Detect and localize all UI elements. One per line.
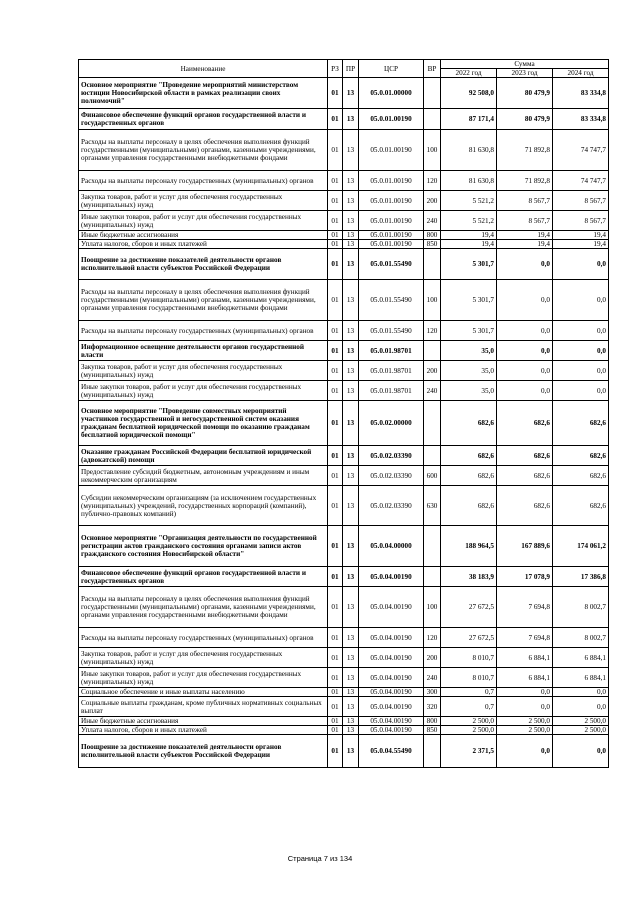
row-vr-cell <box>424 401 441 446</box>
row-2024-cell: 19,4 <box>553 240 609 249</box>
row-2024-cell: 2 500,0 <box>553 726 609 735</box>
row-csr-cell: 05.0.01.55490 <box>359 280 424 321</box>
row-vr-cell: 630 <box>424 486 441 526</box>
row-2023-cell: 0,0 <box>497 688 553 697</box>
table-header-row <box>79 60 609 69</box>
row-pr-cell: 13 <box>343 280 359 321</box>
row-2022-cell: 0,7 <box>441 697 497 717</box>
row-2024-cell: 0,0 <box>553 697 609 717</box>
row-pr-cell: 13 <box>343 486 359 526</box>
row-csr-cell: 05.0.04.00190 <box>359 648 424 668</box>
row-csr-cell: 05.0.04.00000 <box>359 526 424 567</box>
row-csr-cell: 05.0.04.00190 <box>359 688 424 697</box>
row-csr-cell: 05.0.02.03390 <box>359 446 424 466</box>
row-2022-cell: 35,0 <box>441 381 497 401</box>
row-vr-cell: 600 <box>424 466 441 486</box>
row-2022-cell: 19,4 <box>441 240 497 249</box>
header-csr: ЦСР <box>359 60 424 78</box>
row-2022-cell: 682,6 <box>441 401 497 446</box>
table-row <box>79 526 609 567</box>
row-2023-cell: 682,6 <box>497 486 553 526</box>
row-2023-cell: 682,6 <box>497 401 553 446</box>
row-vr-cell: 120 <box>424 628 441 648</box>
row-rz-cell: 01 <box>328 249 343 280</box>
row-2022-cell: 81 630,8 <box>441 171 497 191</box>
row-rz-cell: 01 <box>328 401 343 446</box>
row-pr-cell: 13 <box>343 130 359 171</box>
row-name-cell: Информационное освещение деятельности органов государственной власти <box>79 341 328 361</box>
row-2023-cell: 8 567,7 <box>497 191 553 211</box>
row-rz-cell: 01 <box>328 240 343 249</box>
row-2024-cell: 174 061,2 <box>553 526 609 567</box>
row-2022-cell: 87 171,4 <box>441 109 497 130</box>
table-body <box>79 78 609 768</box>
row-pr-cell: 13 <box>343 109 359 130</box>
row-2023-cell: 6 884,1 <box>497 648 553 668</box>
row-csr-cell: 05.0.01.55490 <box>359 249 424 280</box>
header-year-2024: 2024 год <box>553 69 609 78</box>
header-rz: РЗ <box>328 60 343 78</box>
row-2024-cell: 0,0 <box>553 280 609 321</box>
row-rz-cell: 01 <box>328 211 343 231</box>
row-rz-cell: 01 <box>328 735 343 768</box>
row-name-cell: Основное мероприятие "Проведение мероприятий министерством юстиции Новосибирской области в рамках реализации своих полномочий" <box>79 78 328 109</box>
row-rz-cell: 01 <box>328 697 343 717</box>
row-2022-cell: 8 010,7 <box>441 668 497 688</box>
row-pr-cell: 13 <box>343 697 359 717</box>
row-rz-cell: 01 <box>328 648 343 668</box>
row-pr-cell: 13 <box>343 688 359 697</box>
table-row <box>79 717 609 726</box>
row-pr-cell: 13 <box>343 587 359 628</box>
table-row <box>79 628 609 648</box>
table-row <box>79 361 609 381</box>
row-2022-cell: 81 630,8 <box>441 130 497 171</box>
header-vr: ВР <box>424 60 441 78</box>
row-pr-cell: 13 <box>343 526 359 567</box>
table-row <box>79 486 609 526</box>
row-2022-cell: 2 500,0 <box>441 717 497 726</box>
row-2022-cell: 5 301,7 <box>441 321 497 341</box>
row-2022-cell: 27 672,5 <box>441 587 497 628</box>
row-rz-cell: 01 <box>328 171 343 191</box>
row-vr-cell: 300 <box>424 688 441 697</box>
row-2022-cell: 682,6 <box>441 486 497 526</box>
row-name-cell: Расходы на выплаты персоналу в целях обеспечения выполнения функций государственными (муниципальными) органами, казенными учреждениями, органами управления государственными внебюджетными фондами <box>79 587 328 628</box>
row-vr-cell <box>424 109 441 130</box>
row-name-cell: Иные бюджетные ассигнования <box>79 717 328 726</box>
row-name-cell: Социальное обеспечение и иные выплаты населению <box>79 688 328 697</box>
row-csr-cell: 05.0.01.00190 <box>359 231 424 240</box>
row-pr-cell: 13 <box>343 211 359 231</box>
row-rz-cell: 01 <box>328 381 343 401</box>
table-row <box>79 280 609 321</box>
row-2022-cell: 92 508,0 <box>441 78 497 109</box>
row-2024-cell: 0,0 <box>553 381 609 401</box>
row-csr-cell: 05.0.01.00190 <box>359 191 424 211</box>
row-rz-cell: 01 <box>328 688 343 697</box>
header-year-2023: 2023 год <box>497 69 553 78</box>
row-csr-cell: 05.0.01.98701 <box>359 361 424 381</box>
row-2024-cell: 0,0 <box>553 688 609 697</box>
row-vr-cell <box>424 526 441 567</box>
row-2024-cell: 83 334,8 <box>553 78 609 109</box>
table-row <box>79 587 609 628</box>
row-vr-cell <box>424 567 441 587</box>
row-csr-cell: 05.0.01.98701 <box>359 381 424 401</box>
row-pr-cell: 13 <box>343 321 359 341</box>
row-rz-cell: 01 <box>328 109 343 130</box>
row-rz-cell: 01 <box>328 486 343 526</box>
row-name-cell: Закупка товаров, работ и услуг для обеспечения государственных (муниципальных) нужд <box>79 648 328 668</box>
table-row <box>79 381 609 401</box>
row-2024-cell: 8 567,7 <box>553 191 609 211</box>
row-vr-cell: 200 <box>424 648 441 668</box>
row-2022-cell: 27 672,5 <box>441 628 497 648</box>
row-vr-cell: 120 <box>424 321 441 341</box>
table-row <box>79 191 609 211</box>
row-csr-cell: 05.0.02.03390 <box>359 486 424 526</box>
row-name-cell: Расходы на выплаты персоналу государственных (муниципальных) органов <box>79 171 328 191</box>
row-2024-cell: 0,0 <box>553 735 609 768</box>
row-2022-cell: 0,7 <box>441 688 497 697</box>
table-row <box>79 567 609 587</box>
row-vr-cell: 850 <box>424 240 441 249</box>
table-row <box>79 446 609 466</box>
row-csr-cell: 05.0.01.00190 <box>359 240 424 249</box>
row-vr-cell: 100 <box>424 130 441 171</box>
row-2022-cell: 35,0 <box>441 341 497 361</box>
table-row <box>79 697 609 717</box>
row-name-cell: Финансовое обеспечение функций органов государственной власти и государственных органов <box>79 567 328 587</box>
row-csr-cell: 05.0.01.98701 <box>359 341 424 361</box>
row-2024-cell: 8 567,7 <box>553 211 609 231</box>
row-pr-cell: 13 <box>343 567 359 587</box>
row-vr-cell: 240 <box>424 381 441 401</box>
row-2024-cell: 0,0 <box>553 321 609 341</box>
row-2024-cell: 2 500,0 <box>553 717 609 726</box>
row-2023-cell: 682,6 <box>497 466 553 486</box>
row-2023-cell: 0,0 <box>497 361 553 381</box>
row-name-cell: Уплата налогов, сборов и иных платежей <box>79 240 328 249</box>
row-2023-cell: 0,0 <box>497 735 553 768</box>
row-rz-cell: 01 <box>328 280 343 321</box>
row-2024-cell: 0,0 <box>553 249 609 280</box>
table-row <box>79 735 609 768</box>
row-2024-cell: 74 747,7 <box>553 171 609 191</box>
row-rz-cell: 01 <box>328 587 343 628</box>
row-csr-cell: 05.0.02.00000 <box>359 401 424 446</box>
row-vr-cell <box>424 735 441 768</box>
row-pr-cell: 13 <box>343 466 359 486</box>
row-2022-cell: 5 301,7 <box>441 249 497 280</box>
row-vr-cell: 850 <box>424 726 441 735</box>
row-csr-cell: 05.0.04.00190 <box>359 567 424 587</box>
table-row <box>79 401 609 446</box>
row-pr-cell: 13 <box>343 231 359 240</box>
row-pr-cell: 13 <box>343 361 359 381</box>
row-2023-cell: 167 889,6 <box>497 526 553 567</box>
row-name-cell: Расходы на выплаты персоналу государственных (муниципальных) органов <box>79 628 328 648</box>
row-2022-cell: 2 371,5 <box>441 735 497 768</box>
row-2023-cell: 2 500,0 <box>497 717 553 726</box>
table-row <box>79 171 609 191</box>
row-2023-cell: 0,0 <box>497 381 553 401</box>
row-pr-cell: 13 <box>343 240 359 249</box>
row-pr-cell: 13 <box>343 726 359 735</box>
row-csr-cell: 05.0.01.00190 <box>359 171 424 191</box>
row-pr-cell: 13 <box>343 648 359 668</box>
row-2024-cell: 682,6 <box>553 446 609 466</box>
row-name-cell: Оказание гражданам Российской Федерации бесплатной юридической (адвокатской) помощи <box>79 446 328 466</box>
table-row <box>79 668 609 688</box>
row-2023-cell: 6 884,1 <box>497 668 553 688</box>
row-rz-cell: 01 <box>328 628 343 648</box>
row-2022-cell: 5 301,7 <box>441 280 497 321</box>
row-2024-cell: 17 386,8 <box>553 567 609 587</box>
header-year-2022: 2022 год <box>441 69 497 78</box>
row-2023-cell: 80 479,9 <box>497 78 553 109</box>
row-rz-cell: 01 <box>328 130 343 171</box>
row-rz-cell: 01 <box>328 466 343 486</box>
row-2023-cell: 682,6 <box>497 446 553 466</box>
row-2024-cell: 0,0 <box>553 341 609 361</box>
row-vr-cell: 100 <box>424 587 441 628</box>
table-row <box>79 648 609 668</box>
row-2024-cell: 74 747,7 <box>553 130 609 171</box>
row-vr-cell: 800 <box>424 231 441 240</box>
row-csr-cell: 05.0.01.00000 <box>359 78 424 109</box>
row-2023-cell: 0,0 <box>497 249 553 280</box>
row-vr-cell <box>424 341 441 361</box>
row-2022-cell: 2 500,0 <box>441 726 497 735</box>
row-2022-cell: 38 183,9 <box>441 567 497 587</box>
row-name-cell: Финансовое обеспечение функций органов государственной власти и государственных органов <box>79 109 328 130</box>
row-name-cell: Предоставление субсидий бюджетным, автономным учреждениям и иным некоммерческим организациям <box>79 466 328 486</box>
row-rz-cell: 01 <box>328 361 343 381</box>
row-2024-cell: 682,6 <box>553 466 609 486</box>
row-rz-cell: 01 <box>328 717 343 726</box>
row-2023-cell: 0,0 <box>497 280 553 321</box>
row-name-cell: Иные закупки товаров, работ и услуг для обеспечения государственных (муниципальных) нужд <box>79 211 328 231</box>
table-row <box>79 130 609 171</box>
table-row <box>79 341 609 361</box>
table-row <box>79 211 609 231</box>
row-pr-cell: 13 <box>343 191 359 211</box>
table-row <box>79 249 609 280</box>
row-csr-cell: 05.0.04.00190 <box>359 628 424 648</box>
row-pr-cell: 13 <box>343 628 359 648</box>
row-pr-cell: 13 <box>343 401 359 446</box>
row-2023-cell: 17 078,9 <box>497 567 553 587</box>
row-rz-cell: 01 <box>328 191 343 211</box>
row-2024-cell: 8 002,7 <box>553 628 609 648</box>
row-pr-cell: 13 <box>343 171 359 191</box>
row-vr-cell: 100 <box>424 280 441 321</box>
table-row <box>79 726 609 735</box>
row-vr-cell: 200 <box>424 361 441 381</box>
row-name-cell: Закупка товаров, работ и услуг для обеспечения государственных (муниципальных) нужд <box>79 191 328 211</box>
row-2022-cell: 5 521,2 <box>441 211 497 231</box>
page-footer: Страница 7 из 134 <box>287 854 353 863</box>
row-2024-cell: 6 884,1 <box>553 648 609 668</box>
row-2023-cell: 80 479,9 <box>497 109 553 130</box>
row-name-cell: Расходы на выплаты персоналу в целях обеспечения выполнения функций государственными (муниципальными) органами, казенными учреждениями, органами управления государственными внебюджетными фондами <box>79 280 328 321</box>
row-csr-cell: 05.0.02.03390 <box>359 466 424 486</box>
table-row <box>79 109 609 130</box>
row-2024-cell: 0,0 <box>553 361 609 381</box>
row-vr-cell: 240 <box>424 211 441 231</box>
table-row <box>79 321 609 341</box>
row-vr-cell <box>424 249 441 280</box>
row-2022-cell: 682,6 <box>441 446 497 466</box>
row-name-cell: Поощрение за достижение показателей деятельности органов исполнительной власти субъектов Российской Федерации <box>79 735 328 768</box>
table-row <box>79 688 609 697</box>
row-csr-cell: 05.0.04.00190 <box>359 668 424 688</box>
row-pr-cell: 13 <box>343 668 359 688</box>
row-2024-cell: 6 884,1 <box>553 668 609 688</box>
row-rz-cell: 01 <box>328 446 343 466</box>
row-name-cell: Иные закупки товаров, работ и услуг для обеспечения государственных (муниципальных) нужд <box>79 668 328 688</box>
row-rz-cell: 01 <box>328 726 343 735</box>
row-vr-cell: 320 <box>424 697 441 717</box>
row-csr-cell: 05.0.04.00190 <box>359 697 424 717</box>
row-rz-cell: 01 <box>328 567 343 587</box>
row-2023-cell: 7 694,8 <box>497 628 553 648</box>
row-2023-cell: 7 694,8 <box>497 587 553 628</box>
row-2024-cell: 8 002,7 <box>553 587 609 628</box>
table-row <box>79 466 609 486</box>
row-vr-cell: 120 <box>424 171 441 191</box>
row-2022-cell: 35,0 <box>441 361 497 381</box>
row-2023-cell: 71 892,8 <box>497 171 553 191</box>
row-2023-cell: 0,0 <box>497 341 553 361</box>
row-2022-cell: 682,6 <box>441 466 497 486</box>
table-row <box>79 231 609 240</box>
row-csr-cell: 05.0.04.55490 <box>359 735 424 768</box>
row-name-cell: Иные бюджетные ассигнования <box>79 231 328 240</box>
row-pr-cell: 13 <box>343 78 359 109</box>
row-csr-cell: 05.0.04.00190 <box>359 587 424 628</box>
table-row <box>79 240 609 249</box>
row-name-cell: Субсидии некоммерческим организациям (за исключением государственных (муниципальных) учреждений, государственных корпораций (компаний), публично-правовых компаний) <box>79 486 328 526</box>
row-name-cell: Основное мероприятие "Организация деятельности по государственной регистрации актов гражданского состояния органами записи актов гражданского состояния Новосибирской области" <box>79 526 328 567</box>
row-rz-cell: 01 <box>328 341 343 361</box>
row-2023-cell: 2 500,0 <box>497 726 553 735</box>
row-pr-cell: 13 <box>343 249 359 280</box>
row-vr-cell <box>424 446 441 466</box>
row-rz-cell: 01 <box>328 321 343 341</box>
row-pr-cell: 13 <box>343 717 359 726</box>
row-2023-cell: 0,0 <box>497 321 553 341</box>
table-row <box>79 78 609 109</box>
header-pr: ПР <box>343 60 359 78</box>
row-name-cell: Социальные выплаты гражданам, кроме публичных нормативных социальных выплат <box>79 697 328 717</box>
row-2024-cell: 83 334,8 <box>553 109 609 130</box>
budget-table <box>78 59 609 768</box>
row-csr-cell: 05.0.01.00190 <box>359 109 424 130</box>
row-csr-cell: 05.0.04.00190 <box>359 717 424 726</box>
row-2023-cell: 0,0 <box>497 697 553 717</box>
row-2023-cell: 19,4 <box>497 231 553 240</box>
row-pr-cell: 13 <box>343 381 359 401</box>
row-2022-cell: 8 010,7 <box>441 648 497 668</box>
row-2023-cell: 19,4 <box>497 240 553 249</box>
row-csr-cell: 05.0.01.55490 <box>359 321 424 341</box>
header-sum: Сумма <box>441 60 609 69</box>
row-vr-cell: 800 <box>424 717 441 726</box>
row-csr-cell: 05.0.01.00190 <box>359 211 424 231</box>
row-name-cell: Поощрение за достижение показателей деятельности органов исполнительной власти субъектов Российской Федерации <box>79 249 328 280</box>
row-2024-cell: 682,6 <box>553 401 609 446</box>
header-name: Наименование <box>79 60 328 78</box>
row-vr-cell <box>424 78 441 109</box>
row-2022-cell: 19,4 <box>441 231 497 240</box>
row-vr-cell: 200 <box>424 191 441 211</box>
row-csr-cell: 05.0.01.00190 <box>359 130 424 171</box>
row-pr-cell: 13 <box>343 735 359 768</box>
row-name-cell: Расходы на выплаты персоналу в целях обеспечения выполнения функций государственными (муниципальными) органами, казенными учреждениями, органами управления государственными внебюджетными фондами <box>79 130 328 171</box>
row-vr-cell: 240 <box>424 668 441 688</box>
row-2024-cell: 682,6 <box>553 486 609 526</box>
row-name-cell: Закупка товаров, работ и услуг для обеспечения государственных (муниципальных) нужд <box>79 361 328 381</box>
row-pr-cell: 13 <box>343 446 359 466</box>
row-name-cell: Уплата налогов, сборов и иных платежей <box>79 726 328 735</box>
row-rz-cell: 01 <box>328 526 343 567</box>
row-2022-cell: 5 521,2 <box>441 191 497 211</box>
row-2024-cell: 19,4 <box>553 231 609 240</box>
row-2023-cell: 71 892,8 <box>497 130 553 171</box>
row-name-cell: Иные закупки товаров, работ и услуг для обеспечения государственных (муниципальных) нужд <box>79 381 328 401</box>
row-rz-cell: 01 <box>328 231 343 240</box>
row-2022-cell: 188 964,5 <box>441 526 497 567</box>
row-csr-cell: 05.0.04.00190 <box>359 726 424 735</box>
row-2023-cell: 8 567,7 <box>497 211 553 231</box>
row-rz-cell: 01 <box>328 668 343 688</box>
row-name-cell: Основное мероприятие "Проведение совместных мероприятий участников государственной и негосударственной систем оказания гражданам бесплатной юридической помощи по оказанию гражданам бесплатной юридической помощи" <box>79 401 328 446</box>
row-name-cell: Расходы на выплаты персоналу государственных (муниципальных) органов <box>79 321 328 341</box>
row-rz-cell: 01 <box>328 78 343 109</box>
row-pr-cell: 13 <box>343 341 359 361</box>
